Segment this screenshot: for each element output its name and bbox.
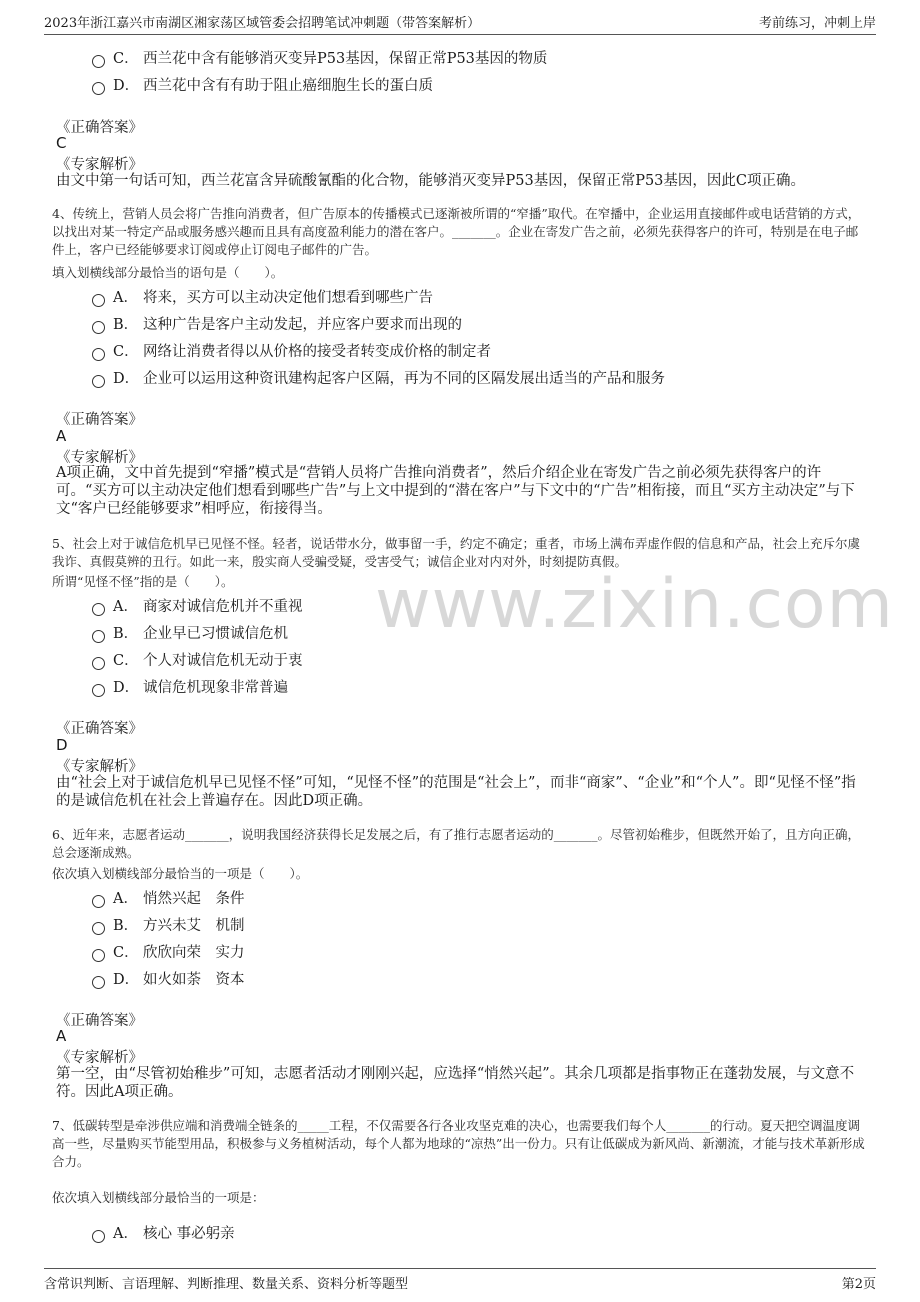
header-slogan: 考前练习，冲刺上岸 <box>758 16 876 31</box>
radio-icon[interactable] <box>92 1230 105 1243</box>
q6-answer: A <box>56 1027 67 1045</box>
radio-icon[interactable] <box>92 922 105 935</box>
q4-answer-label: 《正确答案》 <box>56 412 143 428</box>
document-title: 2023年浙江嘉兴市南湖区湘家荡区域管委会招聘笔试冲刺题（带答案解析） <box>44 16 481 31</box>
q6-analysis: 第一空，由“尽管初始稚步”可知，志愿者活动才刚刚兴起，应选择“悄然兴起”。其余几项都是指事物正在蓬勃发展，与文意不符。因此A项正确。 <box>56 1066 855 1100</box>
q5-analysis-label: 《专家解析》 <box>56 759 143 775</box>
q4-option-d[interactable]: D． 企业可以运用这种资讯建构起客户区隔，再为不同的区隔发展出适当的产品和服务 <box>92 367 665 388</box>
page-number: 第2页 <box>841 1277 876 1292</box>
radio-icon[interactable] <box>92 684 105 697</box>
q3-option-c[interactable]: C． 西兰花中含有能够消灭变异P53基因，保留正常P53基因的物质 <box>92 47 547 68</box>
radio-icon[interactable] <box>92 82 105 95</box>
q5-prompt: 所谓“见怪不怪”指的是（ ）。 <box>52 574 234 589</box>
radio-icon[interactable] <box>92 375 105 388</box>
q4-analysis: A项正确，文中首先提到“窄播”模式是“营销人员将广告推向消费者”，然后介绍企业在寄发广告之前必须先获得客户的许可。“买方可以主动决定他们想看到哪些广告”与上文中提到的“潜在客户”与下文中的“广告”相衔接，而且“买方主动决定”与下文“客户已经能够要求”相呼应，衔接得当。 <box>56 465 855 517</box>
radio-icon[interactable] <box>92 348 105 361</box>
q3-analysis: 由文中第一句话可知，西兰花富含异硫酸氰酯的化合物，能够消灭变异P53基因，保留正常P53基因，因此C项正确。 <box>56 173 806 189</box>
radio-icon[interactable] <box>92 895 105 908</box>
watermark: www.zixin.com <box>375 565 894 644</box>
footer-description: 含常识判断、言语理解、判断推理、数量关系、资料分析等题型 <box>44 1277 409 1292</box>
radio-icon[interactable] <box>92 321 105 334</box>
q6-option-c[interactable]: C． 欣欣向荣 实力 <box>92 941 245 962</box>
q5-option-d[interactable]: D． 诚信危机现象非常普遍 <box>92 676 288 697</box>
q3-option-d[interactable]: D． 西兰花中含有有助于阻止癌细胞生长的蛋白质 <box>92 74 433 95</box>
q4-option-c[interactable]: C． 网络让消费者得以从价格的接受者转变成价格的制定者 <box>92 340 491 361</box>
q5-answer: D <box>56 736 68 754</box>
q6-prompt: 依次填入划横线部分最恰当的一项是（ ）。 <box>52 866 309 881</box>
q4-answer: A <box>56 427 67 445</box>
q4-option-a[interactable]: A． 将来，买方可以主动决定他们想看到哪些广告 <box>92 286 433 307</box>
q5-stem: 5、社会上对于诚信危机早已见怪不怪。轻者，说话带水分，做事留一手，约定不确定；重者，市场上满布弄虚作假的信息和产品，社会上充斥尔虞我诈、真假莫辨的丑行。如此一来，殷实商人受骗受疑，受害受气；诚信企业对内对外，时刻提防真假。 <box>52 536 860 569</box>
q5-option-c[interactable]: C． 个人对诚信危机无动于衷 <box>92 649 303 670</box>
q4-prompt: 填入划横线部分最恰当的语句是（ ）。 <box>52 265 284 280</box>
q7-option-a[interactable]: A． 核心 事必躬亲 <box>92 1222 235 1243</box>
radio-icon[interactable] <box>92 294 105 307</box>
q5-option-b[interactable]: B． 企业早已习惯诚信危机 <box>92 622 288 643</box>
radio-icon[interactable] <box>92 630 105 643</box>
q6-option-a[interactable]: A． 悄然兴起 条件 <box>92 887 245 908</box>
q7-stem: 7、低碳转型是牵涉供应端和消费端全链条的_____工程，不仅需要各行各业攻坚克难的决心，也需要我们每个人_______的行动。夏天把空调温度调高一些，尽量购买节能型用品，积极参与义务植树活动，每个人都为地球的“凉热”出一份力。只有让低碳成为新风尚、新潮流，才能与技术革新形成合力。 <box>52 1118 865 1169</box>
q6-option-b[interactable]: B． 方兴未艾 机制 <box>92 914 245 935</box>
radio-icon[interactable] <box>92 657 105 670</box>
q4-option-b[interactable]: B． 这种广告是客户主动发起，并应客户要求而出现的 <box>92 313 462 334</box>
q6-stem: 6、近年来，志愿者运动_______，说明我国经济获得长足发展之后，有了推行志愿者运动的_______。尽管初始稚步，但既然开始了，且方向正确，总会逐渐成熟。 <box>52 827 860 860</box>
radio-icon[interactable] <box>92 603 105 616</box>
q5-analysis: 由“社会上对于诚信危机早已见怪不怪”可知，“见怪不怪”的范围是“社会上”，而非“商家”、“企业”和“个人”。即“见怪不怪”指的是诚信危机在社会上普遍存在。因此D项正确。 <box>56 775 856 809</box>
q7-prompt: 依次填入划横线部分最恰当的一项是： <box>52 1190 265 1205</box>
q5-answer-label: 《正确答案》 <box>56 721 143 737</box>
radio-icon[interactable] <box>92 949 105 962</box>
radio-icon[interactable] <box>92 976 105 989</box>
q3-answer-label: 《正确答案》 <box>56 120 143 136</box>
radio-icon[interactable] <box>92 55 105 68</box>
q3-answer: C <box>56 134 67 152</box>
q5-option-a[interactable]: A． 商家对诚信危机并不重视 <box>92 595 303 616</box>
q6-option-d[interactable]: D． 如火如荼 资本 <box>92 968 245 989</box>
q3-analysis-label: 《专家解析》 <box>56 157 143 173</box>
q6-answer-label: 《正确答案》 <box>56 1013 143 1029</box>
q4-analysis-label: 《专家解析》 <box>56 450 143 466</box>
q6-analysis-label: 《专家解析》 <box>56 1050 143 1066</box>
q4-stem: 4、传统上，营销人员会将广告推向消费者，但广告原本的传播模式已逐渐被所谓的“窄播”取代。在窄播中，企业运用直接邮件或电话营销的方式，以找出对某一特定产品或服务感兴趣而且具有高度盈利能力的潜在客户。_______。企业在寄发广告之前，必须先获得客户的许可，特别是在电子邮件上，客户已经能够要求订阅或停止订阅电子邮件的广告。 <box>52 206 861 257</box>
page-footer <box>44 1268 876 1295</box>
page-header <box>44 8 876 35</box>
